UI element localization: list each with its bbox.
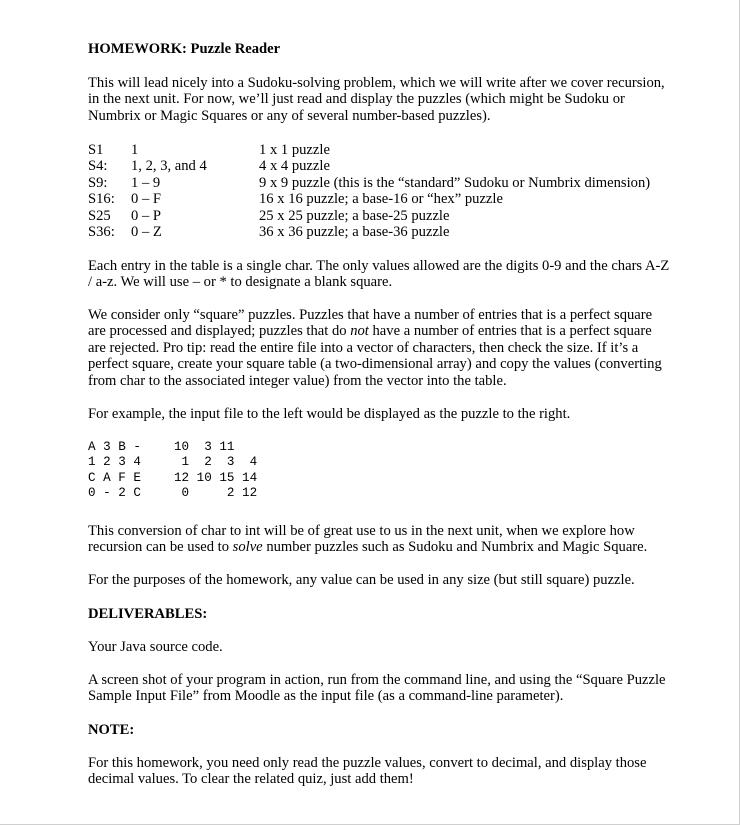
note-heading: NOTE: xyxy=(88,722,135,738)
output-row: 12 10 15 14 xyxy=(174,470,258,485)
input-row: 1 2 3 4 xyxy=(88,455,141,470)
conversion-text-pre: This conversion of char to int will be of great use to us in the next unit, when we explore how recursion can be used to xyxy=(88,523,635,556)
size-code: S9: xyxy=(88,174,108,191)
size-code: S1 xyxy=(88,142,104,158)
example-output-puzzle xyxy=(174,440,257,502)
size-code: S16: xyxy=(88,191,115,208)
size-range: 1 xyxy=(131,142,139,158)
example-intro: For example, the input file to the left would be displayed as the puzzle to the right. xyxy=(88,406,571,422)
square-paragraph xyxy=(88,307,673,389)
deliverables-heading: DELIVERABLES: xyxy=(88,606,208,622)
output-row: 0 2 12 xyxy=(174,486,258,501)
intro-paragraph: This will lead nicely into a Sudoku-solving problem, which we will write after we cover recursion, in the next unit. For now, we’ll just read and display the puzzles (which might be Sudoku or Numbrix or Magic Squares or any of several number-based puzzles). xyxy=(88,75,665,124)
size-range: 1, 2, 3, and 4 xyxy=(131,158,207,175)
output-row: 10 3 11 xyxy=(174,440,235,454)
input-row: 0 - 2 C xyxy=(88,486,141,501)
purposes-paragraph: For the purposes of the homework, any value can be used in any size (but still square) puzzle. xyxy=(88,572,635,588)
conversion-text-emphasis: solve xyxy=(232,539,263,556)
size-code: S36: xyxy=(88,223,115,240)
entries-paragraph: Each entry in the table is a single char. The only values allowed are the digits 0-9 and the chars A-Z / a-z. We will use – or * to designate a blank square. xyxy=(88,258,670,291)
size-range: 1 – 9 xyxy=(131,174,161,191)
size-description: 1 x 1 puzzle xyxy=(259,142,330,158)
size-code: S4: xyxy=(88,158,108,175)
size-description: 25 x 25 puzzle; a base-25 puzzle xyxy=(259,207,450,224)
square-text-emphasis: not xyxy=(350,323,369,340)
size-range: 0 – P xyxy=(131,207,162,224)
input-row: A 3 B - xyxy=(88,440,141,454)
input-row: C A F E xyxy=(88,470,141,485)
square-text-pre: We consider only “square” puzzles. Puzzles that have a number of entries that is a perfect square are processed and displayed; puzzles that do xyxy=(88,307,653,340)
size-description: 16 x 16 puzzle; a base-16 or “hex” puzzle xyxy=(259,191,503,208)
conversion-text-post: number puzzles such as Sudoku and Numbrix and Magic Square. xyxy=(262,539,648,556)
deliverable-source-code: Your Java source code. xyxy=(88,639,223,655)
example-input-file xyxy=(88,440,141,502)
size-description: 4 x 4 puzzle xyxy=(259,158,330,175)
page-title: HOMEWORK: Puzzle Reader xyxy=(88,41,281,57)
conversion-paragraph xyxy=(88,523,673,556)
size-code: S25 xyxy=(88,207,111,224)
square-text-post: have a number of entries that is a perfect square are rejected. Pro tip: read the entire file into a vector of characters, then check the size. If it’s a perfect square, create your square table (a two-dimensional array) and copy the values (converting from char to the associated integer value) from the vector into the table. xyxy=(88,323,662,389)
note-paragraph: For this homework, you need only read the puzzle values, convert to decimal, and display those decimal values. To clear the related quiz, just add them! xyxy=(88,755,647,788)
size-range: 0 – F xyxy=(131,191,162,208)
output-row: 1 2 3 4 xyxy=(174,455,258,470)
size-description: 9 x 9 puzzle (this is the “standard” Sudoku or Numbrix dimension) xyxy=(259,174,651,191)
size-description: 36 x 36 puzzle; a base-36 puzzle xyxy=(259,223,450,240)
size-range: 0 – Z xyxy=(131,223,162,240)
deliverable-screenshot: A screen shot of your program in action, run from the command line, and using the “Square Puzzle Sample Input File” from Moodle as the input file (as a command-line parameter). xyxy=(88,672,666,705)
